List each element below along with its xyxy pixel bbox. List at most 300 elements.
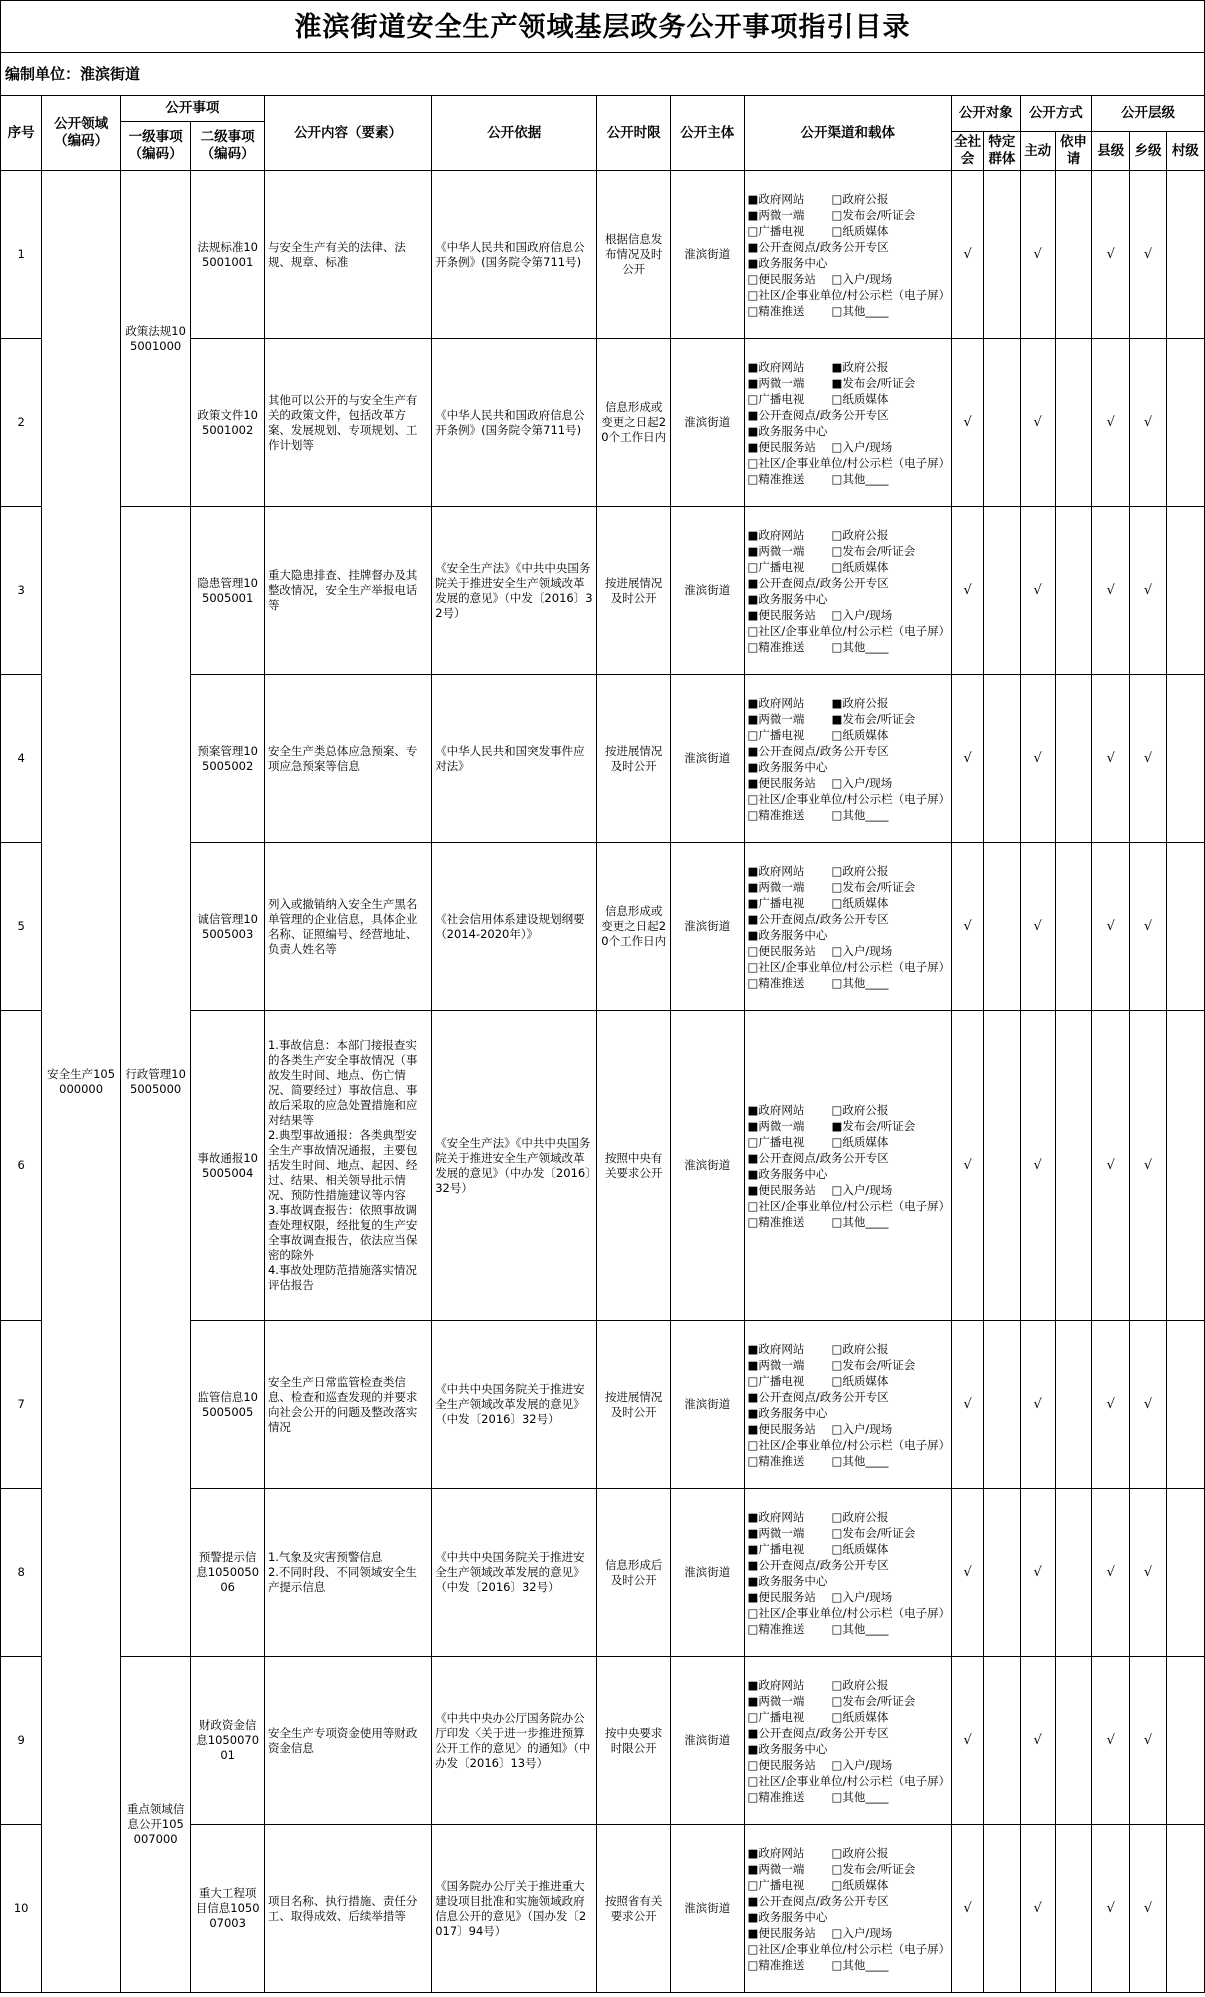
- channel-label: 其他____: [842, 303, 889, 318]
- channel-option: [748, 1341, 832, 1357]
- channel-label: 便民服务站: [758, 775, 816, 790]
- channel-option: [832, 1589, 893, 1605]
- channel-line: [748, 271, 949, 287]
- checkbox-icon: □: [747, 287, 759, 302]
- channel-option: [832, 527, 889, 543]
- row-subject: 淮滨街道: [670, 843, 744, 1011]
- channel-label: 社区/企事业单位/村公示栏（电子屏）: [758, 287, 951, 302]
- checkbox-icon: □: [831, 1709, 843, 1724]
- row-subject: 淮滨街道: [670, 507, 744, 675]
- channel-option: [748, 359, 832, 375]
- channel-label: 社区/企事业单位/村公示栏（电子屏）: [758, 1198, 951, 1213]
- row-basis: 《中共中央国务院关于推进安全生产领域改革发展的意见》（中发〔2016〕32号）: [432, 1489, 597, 1657]
- mode-apply-cell: [1055, 1825, 1091, 1993]
- checkbox-icon: □: [831, 543, 843, 558]
- channel-label: 政府公报: [842, 191, 889, 206]
- channel-option: [748, 911, 889, 927]
- channel-label: 发布会/听证会: [842, 1693, 916, 1708]
- target-specific-cell: [984, 675, 1020, 843]
- level-town-check: √: [1130, 675, 1166, 843]
- checkbox-icon: ■: [747, 359, 759, 374]
- header-target-specific: 特定群体: [984, 132, 1020, 171]
- channel-option: [832, 1925, 893, 1941]
- channel-option: [832, 775, 893, 791]
- channel-label: 政务服务中心: [758, 1166, 828, 1181]
- channel-label: 纸质媒体: [842, 1134, 889, 1149]
- checkbox-icon: ■: [747, 711, 759, 726]
- channel-option: [748, 879, 832, 895]
- checkbox-icon: ■: [747, 1845, 759, 1860]
- row-subject: 淮滨街道: [670, 1489, 744, 1657]
- checkbox-icon: □: [831, 1877, 843, 1892]
- row-content: 列入或撤销纳入安全生产黑名单管理的企业信息，具体企业名称、证照编号、经营地址、负责人姓名等: [264, 843, 431, 1011]
- channel-label: 便民服务站: [758, 1421, 816, 1436]
- checkbox-icon: □: [747, 791, 759, 806]
- channel-line: [748, 359, 949, 375]
- channel-option: [832, 1421, 893, 1437]
- channel-line: [748, 1725, 949, 1741]
- checkbox-icon: ■: [747, 575, 759, 590]
- channel-option: [748, 1357, 832, 1373]
- target-specific-cell: [984, 171, 1020, 339]
- channel-option: [832, 895, 889, 911]
- channel-label: 入户/现场: [842, 1421, 893, 1436]
- row-seq: 9: [1, 1657, 42, 1825]
- channel-label: 广播电视: [758, 1373, 805, 1388]
- channel-option: [748, 727, 832, 743]
- row-content: 安全生产日常监管检查类信息、检查和巡查发现的并要求向社会公开的问题及整改落实情况: [264, 1321, 431, 1489]
- header-mode-active: 主动: [1020, 132, 1055, 171]
- channel-label: 政府网站: [758, 1845, 805, 1860]
- row-seq: 6: [1, 1011, 42, 1321]
- channel-label: 广播电视: [758, 895, 805, 910]
- channel-label: 入户/现场: [842, 607, 893, 622]
- channel-label: 政府公报: [842, 863, 889, 878]
- channel-line: [748, 439, 949, 455]
- checkbox-icon: □: [831, 1341, 843, 1356]
- channel-option: [748, 1118, 832, 1134]
- channel-label: 便民服务站: [758, 439, 816, 454]
- channel-label: 两微一端: [758, 1118, 805, 1133]
- channel-option: [748, 775, 832, 791]
- checkbox-icon: ■: [831, 711, 843, 726]
- channel-label: 便民服务站: [758, 943, 816, 958]
- checkbox-icon: □: [831, 1925, 843, 1940]
- channel-option: [832, 1341, 889, 1357]
- channel-line: [748, 727, 949, 743]
- row-basis: 《安全生产法》《中共中央国务院关于推进安全生产领域改革发展的意见》（中办发〔2016〕32号）: [432, 1011, 597, 1321]
- channel-label: 政府网站: [758, 1102, 805, 1117]
- channel-option: [832, 471, 889, 487]
- header-level-town: 乡级: [1130, 132, 1166, 171]
- checkbox-icon: □: [747, 639, 759, 654]
- channel-option: [832, 1861, 916, 1877]
- channel-option: [748, 1182, 832, 1198]
- channel-line: [748, 695, 949, 711]
- channel-option: [832, 1102, 889, 1118]
- mode-active-check: √: [1020, 1825, 1055, 1993]
- channel-line: [748, 1150, 949, 1166]
- channel-option: [748, 1861, 832, 1877]
- row-channels: [744, 843, 952, 1011]
- channel-option: [832, 1757, 893, 1773]
- checkbox-icon: ■: [747, 239, 759, 254]
- channel-line: [748, 895, 949, 911]
- channel-option: [832, 863, 889, 879]
- channel-line: [748, 1677, 949, 1693]
- channel-line: [748, 1693, 949, 1709]
- channel-label: 广播电视: [758, 1541, 805, 1556]
- checkbox-icon: ■: [747, 1389, 759, 1404]
- channel-option: [748, 591, 828, 607]
- channel-option: [748, 1102, 832, 1118]
- channel-option: [832, 191, 889, 207]
- mode-apply-cell: [1055, 171, 1091, 339]
- channel-option: [832, 943, 893, 959]
- row-content: 项目名称、执行措施、责任分工、取得成效、后续举措等: [264, 1825, 431, 1993]
- checkbox-icon: ■: [747, 1557, 759, 1572]
- checkbox-icon: ■: [747, 207, 759, 222]
- mode-active-check: √: [1020, 339, 1055, 507]
- target-all-check: √: [952, 1489, 984, 1657]
- target-specific-cell: [984, 1489, 1020, 1657]
- channel-option: [748, 1421, 832, 1437]
- channel-option: [748, 207, 832, 223]
- channel-option: [832, 1621, 889, 1637]
- channel-line: [748, 759, 949, 775]
- channel-label: 两微一端: [758, 375, 805, 390]
- channel-label: 发布会/听证会: [842, 879, 916, 894]
- checkbox-icon: ■: [831, 1118, 843, 1133]
- channel-line: [748, 863, 949, 879]
- mode-active-check: √: [1020, 843, 1055, 1011]
- checkbox-icon: □: [747, 1605, 759, 1620]
- channel-line: [748, 1589, 949, 1605]
- channel-option: [748, 271, 832, 287]
- level-county-check: √: [1092, 507, 1130, 675]
- checkbox-icon: □: [831, 807, 843, 822]
- level-county-check: √: [1092, 171, 1130, 339]
- channel-option: [748, 1509, 832, 1525]
- channel-line: [748, 1198, 949, 1214]
- channel-label: 两微一端: [758, 207, 805, 222]
- checkbox-icon: □: [831, 1693, 843, 1708]
- checkbox-icon: □: [831, 191, 843, 206]
- channel-option: [748, 407, 889, 423]
- level-town-check: √: [1130, 1489, 1166, 1657]
- checkbox-icon: ■: [747, 911, 759, 926]
- checkbox-icon: ■: [747, 1357, 759, 1372]
- channel-label: 发布会/听证会: [842, 1357, 916, 1372]
- header-period: 公开时限: [597, 96, 671, 171]
- channel-label: 便民服务站: [758, 1182, 816, 1197]
- channel-line: [748, 1166, 949, 1182]
- channel-option: [832, 1453, 889, 1469]
- channel-label: 政府公报: [842, 527, 889, 542]
- channel-option: [832, 391, 889, 407]
- level-town-check: √: [1130, 1657, 1166, 1825]
- lvl1-item: 重点领域信息公开105007000: [120, 1657, 191, 1993]
- channel-option: [832, 1373, 889, 1389]
- channel-option: [832, 1134, 889, 1150]
- mode-active-check: √: [1020, 675, 1055, 843]
- channel-option: [832, 223, 889, 239]
- channel-line: [748, 575, 949, 591]
- row-channels: [744, 1011, 952, 1321]
- row-seq: 3: [1, 507, 42, 675]
- channel-option: [832, 639, 889, 655]
- target-all-check: √: [952, 339, 984, 507]
- channel-label: 发布会/听证会: [842, 543, 916, 558]
- channel-option: [748, 1741, 828, 1757]
- channel-option: [832, 975, 889, 991]
- mode-active-check: √: [1020, 1489, 1055, 1657]
- channel-option: [748, 1150, 889, 1166]
- checkbox-icon: □: [747, 1709, 759, 1724]
- header-target: 公开对象: [952, 96, 1021, 132]
- checkbox-icon: ■: [747, 1741, 759, 1756]
- level-county-check: √: [1092, 339, 1130, 507]
- mode-active-check: √: [1020, 1321, 1055, 1489]
- channel-line: [748, 639, 949, 655]
- channel-label: 便民服务站: [758, 1757, 816, 1772]
- channel-line: [748, 239, 949, 255]
- channel-label: 政府网站: [758, 359, 805, 374]
- checkbox-icon: □: [747, 1789, 759, 1804]
- checkbox-icon: □: [831, 863, 843, 878]
- channel-line: [748, 391, 949, 407]
- checkbox-icon: □: [747, 807, 759, 822]
- checkbox-icon: ■: [747, 439, 759, 454]
- checkbox-icon: ■: [747, 527, 759, 542]
- checkbox-icon: □: [831, 1677, 843, 1692]
- channel-label: 入户/现场: [842, 943, 893, 958]
- channel-label: 公开查阅点/政务公开专区: [758, 1557, 889, 1572]
- channel-label: 政务服务中心: [758, 423, 828, 438]
- channel-line: [748, 1525, 949, 1541]
- channel-option: [748, 1605, 951, 1621]
- channel-label: 精准推送: [758, 1453, 805, 1468]
- channel-label: 社区/企事业单位/村公示栏（电子屏）: [758, 455, 951, 470]
- channel-label: 政府网站: [758, 863, 805, 878]
- channel-option: [748, 223, 832, 239]
- checkbox-icon: □: [747, 391, 759, 406]
- channel-label: 政府网站: [758, 695, 805, 710]
- channel-option: [748, 1198, 951, 1214]
- header-target-all: 全社会: [952, 132, 984, 171]
- level-town-check: √: [1130, 1825, 1166, 1993]
- channel-option: [748, 1389, 889, 1405]
- channel-option: [748, 559, 832, 575]
- channel-label: 精准推送: [758, 1789, 805, 1804]
- channel-option: [748, 959, 951, 975]
- channel-label: 精准推送: [758, 1957, 805, 1972]
- row-basis: 《中华人民共和国突发事件应对法》: [432, 675, 597, 843]
- channel-line: [748, 1437, 949, 1453]
- channel-option: [748, 943, 832, 959]
- level-town-check: √: [1130, 171, 1166, 339]
- channel-line: [748, 1757, 949, 1773]
- mode-apply-cell: [1055, 1011, 1091, 1321]
- level-county-check: √: [1092, 1011, 1130, 1321]
- checkbox-icon: □: [831, 1134, 843, 1149]
- channel-label: 广播电视: [758, 223, 805, 238]
- channel-option: [832, 807, 889, 823]
- target-specific-cell: [984, 843, 1020, 1011]
- lvl1-item: 政策法规105001000: [120, 171, 191, 507]
- channel-line: [748, 1453, 949, 1469]
- channel-option: [832, 711, 916, 727]
- header-mode-apply: 依申请: [1055, 132, 1091, 171]
- channel-option: [748, 759, 828, 775]
- channel-option: [832, 303, 889, 319]
- checkbox-icon: ■: [747, 1341, 759, 1356]
- row-basis: 《中共中央国务院关于推进安全生产领域改革发展的意见》（中发〔2016〕32号）: [432, 1321, 597, 1489]
- checkbox-icon: □: [747, 1773, 759, 1788]
- channel-line: [748, 775, 949, 791]
- mode-active-check: √: [1020, 507, 1055, 675]
- channel-option: [748, 1573, 828, 1589]
- channel-line: [748, 527, 949, 543]
- row-channels: [744, 1825, 952, 1993]
- channel-label: 入户/现场: [842, 271, 893, 286]
- header-mode: 公开方式: [1020, 96, 1092, 132]
- channel-option: [748, 1709, 832, 1725]
- checkbox-icon: ■: [747, 607, 759, 622]
- target-all-check: √: [952, 507, 984, 675]
- channel-option: [832, 1541, 889, 1557]
- channel-option: [748, 1877, 832, 1893]
- lvl2-item: 法规标准105001001: [191, 171, 265, 339]
- lvl2-item: 重大工程项目信息105007003: [191, 1825, 265, 1993]
- channel-line: [748, 943, 949, 959]
- channel-option: [748, 1693, 832, 1709]
- channel-label: 社区/企事业单位/村公示栏（电子屏）: [758, 1773, 951, 1788]
- checkbox-icon: □: [831, 1509, 843, 1524]
- mode-apply-cell: [1055, 507, 1091, 675]
- checkbox-icon: □: [831, 1845, 843, 1860]
- checkbox-icon: ■: [747, 1725, 759, 1740]
- checkbox-icon: □: [747, 1373, 759, 1388]
- target-all-check: √: [952, 1657, 984, 1825]
- channel-option: [748, 527, 832, 543]
- channel-option: [832, 359, 889, 375]
- checkbox-icon: □: [831, 1421, 843, 1436]
- channel-label: 纸质媒体: [842, 223, 889, 238]
- channel-option: [832, 695, 889, 711]
- checkbox-icon: ■: [747, 1893, 759, 1908]
- channel-label: 政府网站: [758, 527, 805, 542]
- channel-label: 发布会/听证会: [842, 1861, 916, 1876]
- checkbox-icon: □: [831, 207, 843, 222]
- checkbox-icon: □: [747, 727, 759, 742]
- checkbox-icon: □: [747, 1957, 759, 1972]
- level-town-check: √: [1130, 339, 1166, 507]
- checkbox-icon: □: [747, 1134, 759, 1149]
- checkbox-icon: □: [831, 559, 843, 574]
- lvl2-item: 政策文件105001002: [191, 339, 265, 507]
- channel-label: 两微一端: [758, 1861, 805, 1876]
- checkbox-icon: □: [831, 607, 843, 622]
- channel-label: 政务服务中心: [758, 1909, 828, 1924]
- channel-label: 便民服务站: [758, 1925, 816, 1940]
- channel-line: [748, 1773, 949, 1789]
- channel-option: [748, 1925, 832, 1941]
- channel-option: [832, 207, 916, 223]
- channel-option: [832, 1845, 889, 1861]
- channel-label: 精准推送: [758, 471, 805, 486]
- channel-option: [748, 543, 832, 559]
- level-village-cell: [1166, 1011, 1204, 1321]
- channel-line: [748, 879, 949, 895]
- channel-line: [748, 711, 949, 727]
- checkbox-icon: □: [747, 1214, 759, 1229]
- channel-option: [748, 575, 889, 591]
- channel-line: [748, 1557, 949, 1573]
- checkbox-icon: □: [831, 1789, 843, 1804]
- channel-label: 其他____: [842, 1957, 889, 1972]
- row-subject: 淮滨街道: [670, 1657, 744, 1825]
- channel-option: [832, 559, 889, 575]
- channel-option: [748, 1437, 951, 1453]
- row-basis: 《社会信用体系建设规划纲要（2014-2020年）》: [432, 843, 597, 1011]
- channel-option: [748, 455, 951, 471]
- channel-option: [832, 375, 916, 391]
- channel-line: [748, 623, 949, 639]
- level-village-cell: [1166, 1825, 1204, 1993]
- row-content: 1.事故信息：本部门接报查实的各类生产安全事故情况（事故发生时间、地点、伤亡情况、简要经过）事故信息、事故后采取的应急处置措施和应对结果等 2.典型事故通报：各类典型安全生产事故情况通报，主要包括发生时间、地点、起因、经过、结果、相关领导批示情况、预防性措施建议等内容 3.事故调查报告：依照事故调查处理权限，经批复的生产安全事故调查报告，依法应当保密的除外 4.事故处理防范措施落实情况评估报告: [264, 1011, 431, 1321]
- channel-label: 便民服务站: [758, 607, 816, 622]
- header-items: 公开事项: [120, 96, 264, 122]
- level-county-check: √: [1092, 843, 1130, 1011]
- level-village-cell: [1166, 1321, 1204, 1489]
- target-all-check: √: [952, 1321, 984, 1489]
- channel-option: [832, 543, 916, 559]
- channel-label: 其他____: [842, 1789, 889, 1804]
- header-domain: 公开领域（编码）: [42, 96, 121, 171]
- channel-line: [748, 1118, 949, 1134]
- channel-option: [832, 727, 889, 743]
- channel-line: [748, 743, 949, 759]
- row-basis: 《安全生产法》《中共中央国务院关于推进安全生产领域改革发展的意见》（中发〔2016〕32号）: [432, 507, 597, 675]
- channel-label: 便民服务站: [758, 271, 816, 286]
- channel-label: 精准推送: [758, 1214, 805, 1229]
- channel-label: 政府公报: [842, 1845, 889, 1860]
- channel-option: [748, 1725, 889, 1741]
- checkbox-icon: ■: [747, 1102, 759, 1117]
- channel-line: [748, 1373, 949, 1389]
- target-all-check: √: [952, 675, 984, 843]
- lvl1-item: 行政管理105005000: [120, 507, 191, 1657]
- mode-apply-cell: [1055, 1657, 1091, 1825]
- channel-label: 两微一端: [758, 543, 805, 558]
- table-row: [1, 1657, 1205, 1825]
- row-channels: [744, 1321, 952, 1489]
- row-subject: 淮滨街道: [670, 1321, 744, 1489]
- row-seq: 1: [1, 171, 42, 339]
- checkbox-icon: ■: [747, 1589, 759, 1604]
- checkbox-icon: □: [747, 1941, 759, 1956]
- channel-label: 纸质媒体: [842, 727, 889, 742]
- channel-line: [748, 543, 949, 559]
- checkbox-icon: ■: [747, 1693, 759, 1708]
- channel-option: [748, 1525, 832, 1541]
- checkbox-icon: ■: [747, 895, 759, 910]
- channel-line: [748, 1182, 949, 1198]
- row-seq: 10: [1, 1825, 42, 1993]
- checkbox-icon: □: [831, 271, 843, 286]
- channel-label: 两微一端: [758, 1357, 805, 1372]
